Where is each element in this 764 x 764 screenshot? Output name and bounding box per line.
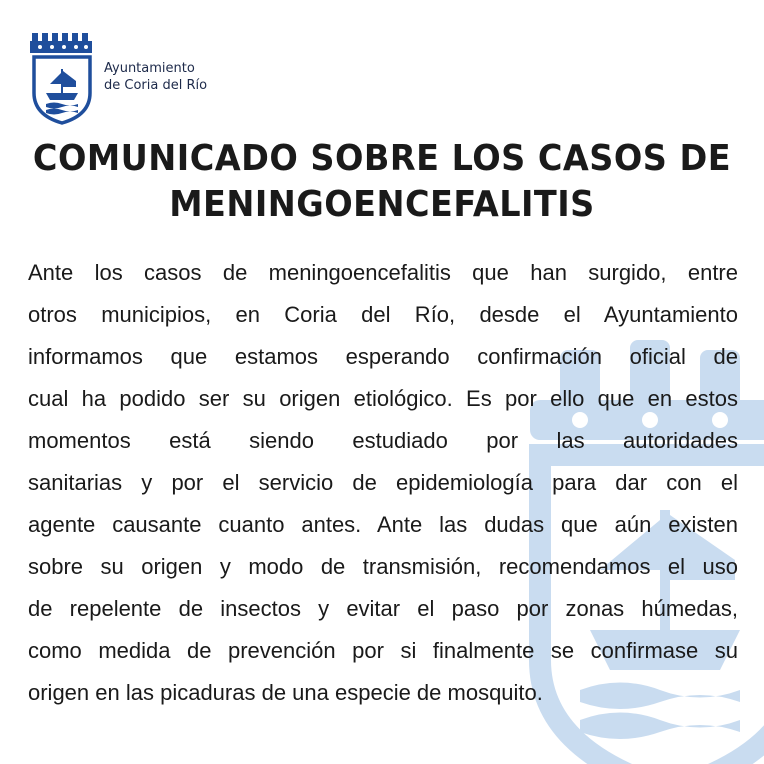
body-line: cual ha podido ser su origen etiológico. Es por ello que en estos xyxy=(28,386,738,411)
body-line: sobre su origen y modo de transmisión, recomendamos el uso xyxy=(28,554,738,579)
body-paragraph xyxy=(28,252,738,714)
body-line: Ante los casos de meningoencefalitis que han surgido, entre xyxy=(28,260,738,285)
body-line: momentos está siendo estudiado por las autoridades xyxy=(28,428,738,453)
org-name-line1: Ayuntamiento xyxy=(104,61,195,76)
body-line: informamos que estamos esperando confirmación oficial de xyxy=(28,344,738,369)
body-line: origen en las picaduras de una especie de mosquito. xyxy=(28,680,543,705)
page-title xyxy=(0,136,764,228)
org-name xyxy=(104,60,207,94)
coria-del-rio-coat-of-arms-icon xyxy=(28,31,96,125)
org-name-line2: de Coria del Río xyxy=(104,78,208,93)
title-line1: COMUNICADO SOBRE LOS CASOS DE xyxy=(32,138,732,179)
body-line: agente causante cuanto antes. Ante las dudas que aún existen xyxy=(28,512,738,537)
body-line: como medida de prevención por si finalmente se confirmase su xyxy=(28,638,738,663)
body-line: de repelente de insectos y evitar el paso por zonas húmedas, xyxy=(28,596,738,621)
title-line2: MENINGOENCEFALITIS xyxy=(169,184,595,225)
body-line: otros municipios, en Coria del Río, desde el Ayuntamiento xyxy=(28,302,738,327)
municipal-logo xyxy=(28,30,207,126)
body-line: sanitarias y por el servicio de epidemiología para dar con el xyxy=(28,470,738,495)
